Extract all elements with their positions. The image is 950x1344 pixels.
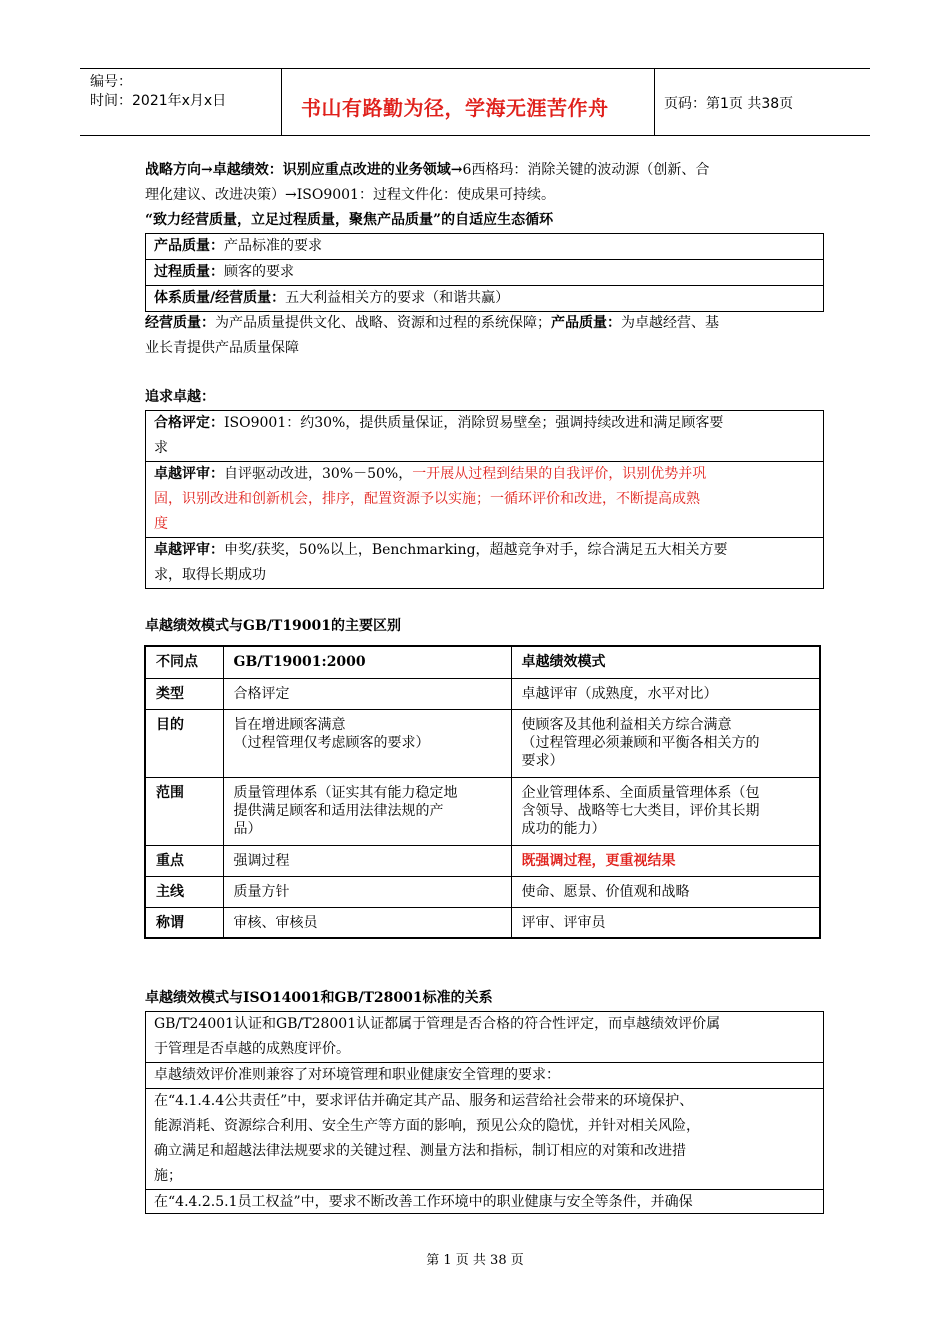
pursuit-box xyxy=(145,410,824,589)
quality-row: 体系质量/经营质量：五大利益相关方的要求（和谐共赢） xyxy=(146,285,823,311)
quality-row: 过程质量：顾客的要求 xyxy=(146,259,823,285)
iso-box-bottom xyxy=(145,1213,824,1214)
table-header-row: 不同点 GB/T19001:2000 卓越绩效模式 xyxy=(145,646,820,678)
table-row: 主线 质量方针 使命、愿景、价值观和战略 xyxy=(145,876,820,907)
iso-title: 卓越绩效模式与ISO14001和GB/T28001标准的关系 xyxy=(145,990,493,1006)
table-row: 目的 旨在增进顾客满意 （过程管理仅考虑顾客的要求） 使顾客及其他利益相关方综合满意 （过程管理必须兼顾和平衡各相关方的 要求） xyxy=(145,709,820,777)
table-row: 范围 质量管理体系（证实其有能力稳定地 提供满足顾客和适用法律法规的产 品） 企业管理体系、全面质量管理体系（包 含领导、战略等七大类目，评价其长期 成功的能力） xyxy=(145,777,820,845)
intro-bold: 战略方向→卓越绩效：识别应重点改进的业务领域→ xyxy=(145,162,463,178)
header-bottom-border xyxy=(80,135,870,136)
table-row: 类型 合格评定 卓越评审（成熟度，水平对比） xyxy=(145,678,820,709)
comparison-table xyxy=(144,645,821,939)
iso-row: 在“4.1.4.4公共责任”中，要求评估并确定其产品、服务和运营给社会带来的环境保护、 能源消耗、资源综合利用、安全生产等方面的影响，预见公众的隐忧，并针对相关风险， 确立满足和超越法律法规要求的关键过程、测量方法和指标，制订相应的对策和改进措 施； xyxy=(146,1088,823,1189)
header-top-border xyxy=(80,68,870,69)
cycle-title: “致力经营质量，立足过程质量，聚焦产品质量”的自适应生态循环 xyxy=(145,212,554,228)
iso-row: 在“4.4.2.5.1员工权益”中，要求不断改善工作环境中的职业健康与安全等条件，并确保 xyxy=(146,1189,823,1214)
header-date: 时间：2021年x月x日 xyxy=(90,93,227,109)
header-number: 编号： xyxy=(90,74,132,90)
pursuit-row: 卓越评审：申奖/获奖，50%以上，Benchmarking，超越竞争对手，综合满足五大相关方要 求，取得长期成功 xyxy=(146,537,823,588)
header-divider-1 xyxy=(281,68,282,135)
intro-paragraph xyxy=(145,158,825,233)
intro-rest: 6西格玛：消除关键的波动源（创新、合 xyxy=(462,162,710,178)
pursuit-row: 卓越评审：自评驱动改进，30%－50%，一开展从过程到结果的自我评价，识别优势并巩 固，识别改进和创新机会，排序，配置资源予以实施；一循环评价和改进，不断提高成熟 度 xyxy=(146,461,823,537)
table-row: 重点 强调过程 既强调过程，更重视结果 xyxy=(145,845,820,876)
business-quality-paragraph: 经营质量：为产品质量提供文化、战略、资源和过程的系统保障；产品质量：为卓越经营、基 业长青提供产品质量保障 xyxy=(145,315,719,356)
pursuit-row: 合格评定：ISO9001：约30%，提供质量保证，消除贸易壁垒；强调持续改进和满足顾客要 求 xyxy=(154,415,724,456)
pursuit-title: 追求卓越： xyxy=(145,389,215,405)
header-divider-2 xyxy=(654,68,655,135)
comparison-title: 卓越绩效模式与GB/T19001的主要区别 xyxy=(145,618,402,634)
header-motto: 书山有路勤为径，学海无涯苦作舟 xyxy=(301,96,609,120)
table-row: 称谓 审核、审核员 评审、评审员 xyxy=(145,907,820,938)
iso-box xyxy=(145,1011,824,1214)
header-page-info: 页码：第1页 共38页 xyxy=(664,96,794,112)
iso-row: 卓越绩效评价准则兼容了对环境管理和职业健康安全管理的要求： xyxy=(146,1062,823,1088)
iso-row: GB/T24001认证和GB/T28001认证都属于管理是否合格的符合性评定，而卓越绩效评价属 于管理是否卓越的成熟度评价。 xyxy=(154,1016,721,1057)
intro-line2: 理化建议、改进决策）→ISO9001：过程文件化：使成果可持续。 xyxy=(145,187,555,203)
page-footer: 第 1 页 共 38 页 xyxy=(426,1253,524,1268)
quality-box xyxy=(145,233,824,312)
quality-row: 产品质量：产品标准的要求 xyxy=(154,238,322,254)
